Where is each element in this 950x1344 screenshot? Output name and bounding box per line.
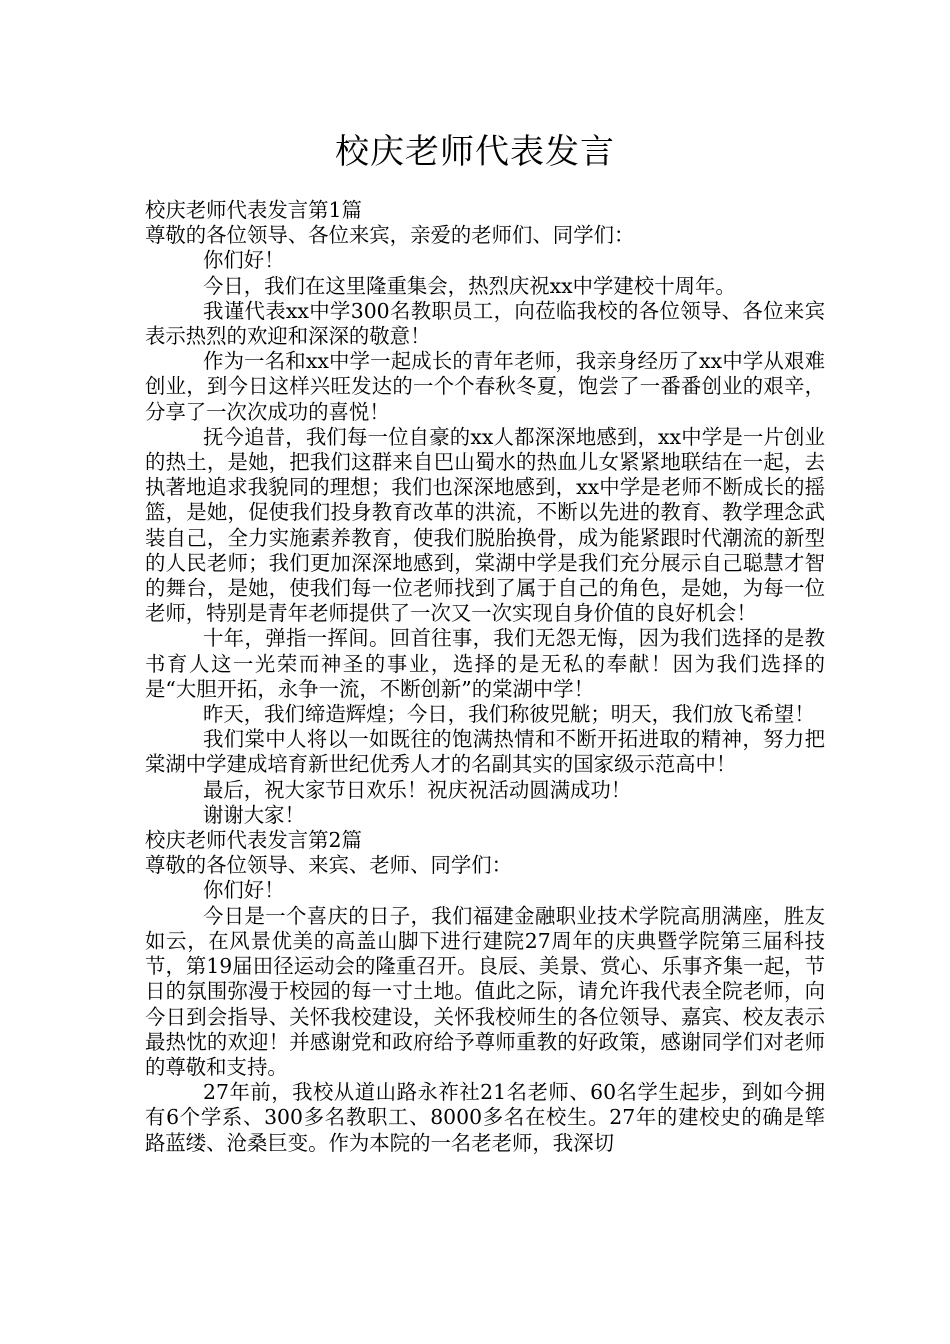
paragraph: 抚今追昔，我们每一位自豪的xx人都深深地感到，xx中学是一片创业的热土，是她，把我们这群来自巴山蜀水的热血儿女紧紧地联结在一起，去执著地追求我貌同的理想；我们也深深地感到，xx中学是老师不断成长的摇篮，是她，促使我们投身教育改革的洪流，不断以先进的教育、教学理念武装自己，全力实施素养教育，使我们脱胎换骨，成为能紧跟时代潮流的新型的人民老师；我们更加深深地感到，棠湖中学是我们充分展示自己聪慧才智的舞台，是她，使我们每一位老师找到了属于自己的角色，是她，为每一位老师，特别是青年老师提供了一次又一次实现自身价值的良好机会！	[145, 424, 825, 626]
paragraph: 27年前，我校从道山路永祚社21名老师、60名学生起步，到如今拥有6个学系、300多名教职工、8000多名在校生。27年的建校史的确是筚路蓝缕、沧桑巨变。作为本院的一名老老师，我深切	[145, 1080, 825, 1155]
paragraph: 你们好！	[203, 878, 285, 903]
paragraph: 今日是一个喜庆的日子，我们福建金融职业技术学院高朋满座，胜友如云，在风景优美的高盖山脚下进行建院27周年的庆典暨学院第三届科技节，第19届田径运动会的隆重召开。良辰、美景、赏心、乐事齐集一起，节日的氛围弥漫于校园的每一寸土地。值此之际，请允许我代表全院老师，向今日到会指导、关怀我校建设，关怀我校师生的各位领导、嘉宾、校友表示最热忱的欢迎！并感谢党和政府给予尊师重教的好政策，感谢同学们对老师的尊敬和支持。	[145, 903, 825, 1079]
paragraph: 今日，我们在这里隆重集会，热烈庆祝xx中学建校十周年。	[203, 273, 736, 298]
paragraph: 十年，弹指一挥间。回首往事，我们无怨无悔，因为我们选择的是教书育人这一光荣而神圣的事业，选择的是无私的奉献！因为我们选择的是“大胆开拓，永争一流，不断创新”的棠湖中学！	[145, 626, 825, 701]
section-heading: 校庆老师代表发言第1篇	[145, 198, 362, 222]
section-heading: 校庆老师代表发言第2篇	[145, 828, 362, 853]
salutation: 尊敬的各位领导、来宾、老师、同学们：	[145, 853, 513, 878]
paragraph: 你们好！	[203, 248, 285, 273]
document-title: 校庆老师代表发言	[335, 132, 615, 172]
paragraph: 昨天，我们缔造辉煌；今日，我们称彼兕觥；明天，我们放飞希望！	[203, 702, 815, 727]
paragraph: 我们棠中人将以一如既往的饱满热情和不断开拓进取的精神，努力把棠湖中学建成培育新世纪优秀人才的名副其实的国家级示范高中！	[145, 727, 825, 777]
paragraph: 我谨代表xx中学300名教职员工，向莅临我校的各位领导、各位来宾表示热烈的欢迎和深深的敬意！	[145, 298, 825, 349]
paragraph: 谢谢大家！	[203, 802, 305, 827]
salutation: 尊敬的各位领导、各位来宾，亲爱的老师们、同学们：	[145, 223, 635, 248]
document-body	[145, 198, 825, 1156]
paragraph: 最后，祝大家节日欢乐！祝庆祝活动圆满成功！	[203, 777, 632, 802]
paragraph: 作为一名和xx中学一起成长的青年老师，我亲身经历了xx中学从艰难创业，到今日这样兴旺发达的一个个春秋冬夏，饱尝了一番番创业的艰辛，分享了一次次成功的喜悦！	[145, 349, 825, 424]
